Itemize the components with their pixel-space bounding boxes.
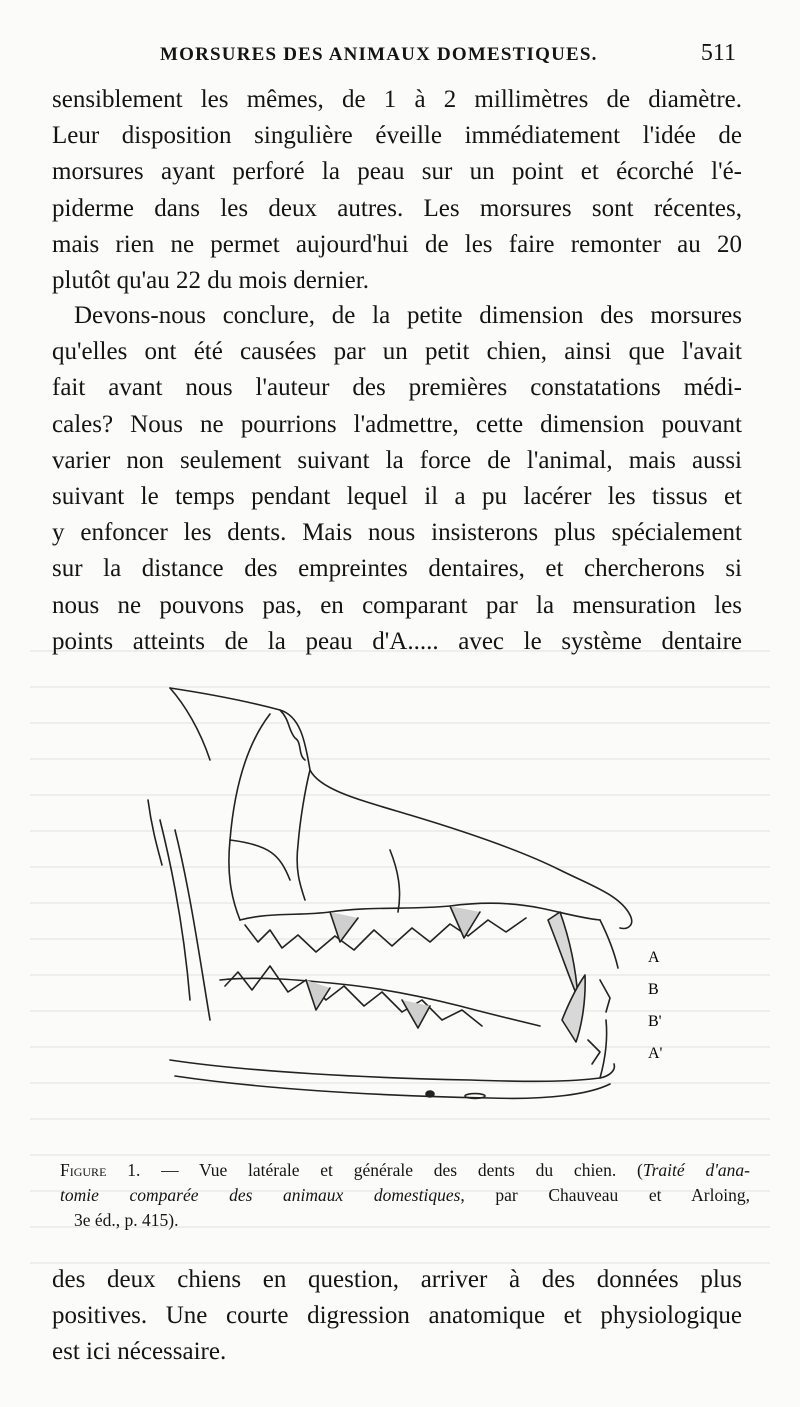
figure-dog-skull xyxy=(130,680,690,1140)
text-line: suivant le temps pendant lequel il a pu lacérer les tissus et xyxy=(52,482,742,510)
dog-skull-illustration xyxy=(130,680,690,1140)
text-line: varier non seulement suivant la force de l'animal, mais aussi xyxy=(52,446,742,474)
caption-line xyxy=(60,1183,750,1208)
text-line: Devons-nous conclure, de la petite dimension des morsures xyxy=(74,302,742,329)
text-line: positives. Une courte digression anatomique et physiologique xyxy=(52,1302,742,1330)
paragraph-3 xyxy=(52,1262,742,1371)
text-line: nous ne pouvons pas, en comparant par la mensuration les xyxy=(52,591,742,619)
text-line: Leur disposition singulière éveille immédiatement l'idée de xyxy=(52,122,742,150)
text-line: cales? Nous ne pourrions l'admettre, cette dimension pouvant xyxy=(52,410,742,438)
figure-caption xyxy=(60,1158,750,1233)
text-line: qu'elles ont été causées par un petit chien, ainsi que l'avait xyxy=(52,338,742,366)
figure-number: Figure 1. xyxy=(60,1160,141,1180)
page-number: 511 xyxy=(700,40,736,66)
figure-label-a: A xyxy=(648,949,660,966)
figure-label-a-prime: A' xyxy=(648,1045,663,1062)
caption-ref-authors: , par Chauveau et Arloing, xyxy=(460,1185,750,1205)
caption-ref-title: Traité d'ana- xyxy=(642,1160,751,1180)
paragraph-1 xyxy=(52,82,742,299)
running-head: MORSURES DES ANIMAUX DOMESTIQUES. xyxy=(160,44,598,65)
text-line: est ici nécessaire. xyxy=(52,1338,227,1366)
paragraph-2 xyxy=(52,298,742,660)
caption-edition: 3e éd., p. 415). xyxy=(74,1210,179,1230)
caption-text: Vue latérale et générale des dents du chien. ( xyxy=(199,1160,643,1180)
text-line: morsures ayant perforé la peau sur un point et écorché l'é- xyxy=(52,158,742,186)
caption-ref-title-cont: tomie comparée des animaux domestiques xyxy=(60,1185,461,1205)
text-line: y enfoncer les dents. Mais nous insisterons plus spécialement xyxy=(52,519,742,547)
text-line: fait avant nous l'auteur des premières constatations médi- xyxy=(52,374,742,402)
figure-label-b-prime: B' xyxy=(648,1013,662,1030)
page-header xyxy=(52,40,742,74)
text-line: mais rien ne permet aujourd'hui de les faire remonter au 20 xyxy=(52,230,742,258)
text-line: sensiblement les mêmes, de 1 à 2 millimètres de diamètre. xyxy=(52,86,742,113)
text-line: piderme dans les deux autres. Les morsures sont récentes, xyxy=(52,194,742,222)
text-line: points atteints de la peau d'A..... avec le système dentaire xyxy=(52,627,742,655)
figure-label-b: B xyxy=(648,981,659,998)
caption-dash: — xyxy=(140,1160,200,1180)
text-line: plutôt qu'au 22 du mois dernier. xyxy=(52,266,369,294)
text-line: des deux chiens en question, arriver à des données plus xyxy=(52,1266,742,1293)
text-line: sur la distance des empreintes dentaires, et chercherons si xyxy=(52,555,742,583)
caption-line xyxy=(60,1158,750,1183)
